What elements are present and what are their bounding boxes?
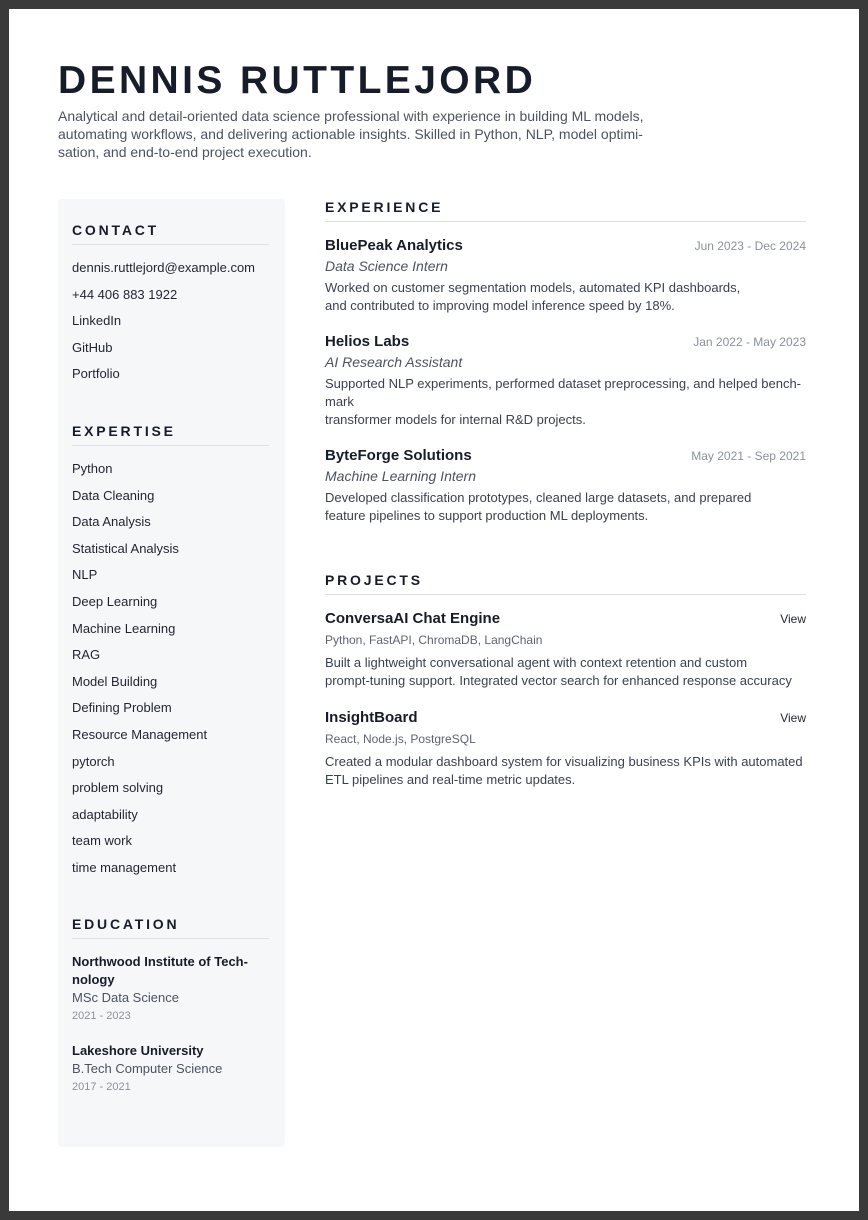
skill-item: Resource Management: [72, 726, 208, 742]
job-description: [325, 489, 806, 525]
education-item: [72, 953, 269, 1026]
company-name: Helios Labs: [325, 333, 410, 350]
project-item-header: [325, 708, 806, 728]
contact-heading: CONTACT: [72, 222, 269, 245]
summary-line: automating workflows, and delivering actionable insights. Skilled in Python, NLP, model optimi-: [58, 126, 643, 143]
experience-item-header: [325, 446, 806, 466]
skill-item: team work: [72, 833, 132, 849]
project-item: [325, 708, 806, 789]
date-range: Jun 2023 - Dec 2024: [694, 239, 806, 253]
projects-heading: PROJECTS: [325, 572, 806, 595]
skill-item: Defining Problem: [72, 700, 172, 716]
skill-item: Statistical Analysis: [72, 540, 179, 556]
resume-page: [9, 9, 859, 1211]
description-line: Developed classification prototypes, cleaned large datasets, and prepared: [325, 490, 752, 505]
contact-list: [72, 255, 269, 388]
school-name: [72, 953, 269, 989]
expertise-heading: EXPERTISE: [72, 423, 269, 446]
project-description: [325, 753, 806, 789]
education-list: [72, 953, 269, 1097]
education-item: [72, 1042, 269, 1097]
job-description: [325, 279, 806, 315]
description-line: mark: [325, 394, 354, 409]
experience-item: [325, 446, 806, 525]
skill-item: NLP: [72, 567, 98, 583]
project-view-link[interactable]: View: [780, 612, 806, 626]
experience-item: [325, 332, 806, 429]
description-line: Built a lightweight conversational agent with context retention and custom: [325, 655, 748, 670]
job-role: Data Science Intern: [325, 258, 448, 274]
school-name-line: nology: [72, 972, 115, 987]
description-line: Created a modular dashboard system for visualizing business KPIs with automated: [325, 754, 803, 769]
education-heading: EDUCATION: [72, 916, 269, 939]
description-line: transformer models for internal R&D projects.: [325, 412, 586, 427]
date-range: May 2021 - Sep 2021: [691, 449, 806, 463]
experience-section: [325, 199, 806, 525]
skill-item: problem solving: [72, 780, 164, 796]
project-description: [325, 654, 806, 690]
skill-item: Model Building: [72, 673, 158, 689]
education-section: [72, 916, 269, 1113]
description-line: Worked on customer segmentation models, automated KPI dashboards,: [325, 280, 741, 295]
summary-line: sation, and end-to-end project execution.: [58, 144, 312, 161]
summary-line: Analytical and detail-oriented data science professional with experience in building ML models,: [58, 108, 644, 124]
expertise-section: [72, 423, 269, 882]
company-name: BluePeak Analytics: [325, 237, 463, 254]
description-line: ETL pipelines and real-time metric updates.: [325, 772, 576, 787]
job-description: [325, 375, 806, 429]
project-name: ConversaAI Chat Engine: [325, 610, 501, 627]
description-line: prompt-tuning support. Integrated vector search for enhanced response accuracy: [325, 673, 792, 688]
date-range: Jan 2022 - May 2023: [693, 335, 806, 349]
company-name: ByteForge Solutions: [325, 447, 472, 464]
education-years: 2021 - 2023: [72, 1010, 131, 1022]
skill-item: pytorch: [72, 753, 115, 769]
resume-header: [58, 59, 678, 162]
project-tech-stack: Python, FastAPI, ChromaDB, LangChain: [325, 633, 543, 647]
degree: B.Tech Computer Science: [72, 1061, 223, 1076]
project-view-link[interactable]: View: [780, 711, 806, 725]
education-years: 2017 - 2021: [72, 1081, 131, 1093]
description-line: and contributed to improving model inference speed by 18%.: [325, 298, 675, 313]
description-line: Supported NLP experiments, performed dataset preprocessing, and helped bench-: [325, 376, 801, 391]
skill-item: RAG: [72, 647, 101, 663]
experience-item-header: [325, 236, 806, 256]
expertise-list: [72, 456, 269, 882]
contact-github-link[interactable]: GitHub: [72, 339, 113, 355]
school-name-line: Northwood Institute of Tech-: [72, 954, 248, 969]
degree: MSc Data Science: [72, 990, 179, 1005]
skill-item: adaptability: [72, 806, 138, 822]
skill-item: Deep Learning: [72, 593, 158, 609]
skill-item: Data Analysis: [72, 514, 151, 530]
description-line: feature pipelines to support production ML deployments.: [325, 508, 649, 523]
contact-section: [72, 222, 269, 388]
profile-summary: [58, 107, 678, 162]
project-item-header: [325, 609, 806, 629]
project-item: [325, 609, 806, 690]
candidate-name: DENNIS RUTTLEJORD: [58, 59, 537, 102]
contact-email[interactable]: dennis.ruttlejord@example.com: [72, 260, 256, 275]
contact-phone[interactable]: +44 406 883 1922: [72, 286, 178, 302]
school-name-line: Lakeshore University: [72, 1043, 204, 1058]
school-name: [72, 1042, 269, 1060]
contact-linkedin-link[interactable]: LinkedIn: [72, 313, 122, 329]
sidebar: [58, 199, 285, 1147]
skill-item: Machine Learning: [72, 620, 176, 636]
projects-section: [325, 572, 806, 789]
contact-portfolio-link[interactable]: Portfolio: [72, 366, 120, 382]
project-name: InsightBoard: [325, 709, 418, 726]
skill-item: Python: [72, 461, 113, 476]
experience-item: [325, 236, 806, 315]
job-role: Machine Learning Intern: [325, 468, 476, 484]
experience-heading: EXPERIENCE: [325, 199, 806, 222]
skill-item: Data Cleaning: [72, 487, 155, 503]
main-column: [325, 199, 806, 789]
experience-item-header: [325, 332, 806, 352]
job-role: AI Research Assistant: [325, 354, 463, 370]
skill-item: time management: [72, 859, 177, 875]
project-tech-stack: React, Node.js, PostgreSQL: [325, 732, 476, 746]
